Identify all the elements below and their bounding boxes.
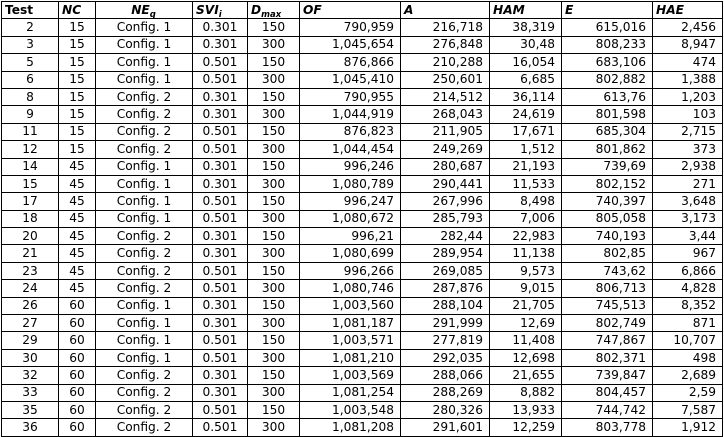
cell-neq: Config. 2 bbox=[96, 367, 193, 384]
cell-test: 21 bbox=[2, 245, 59, 262]
cell-svi: 0.301 bbox=[193, 245, 248, 262]
header-hae: HAE bbox=[653, 2, 723, 19]
cell-a: 268,043 bbox=[401, 106, 490, 123]
cell-svi: 0.501 bbox=[193, 193, 248, 210]
cell-of: 1,080,672 bbox=[300, 210, 401, 227]
cell-svi: 0.301 bbox=[193, 315, 248, 332]
cell-hae: 2,689 bbox=[653, 367, 723, 384]
cell-e: 743,62 bbox=[562, 262, 653, 279]
cell-neq: Config. 2 bbox=[96, 228, 193, 245]
cell-nc: 60 bbox=[59, 367, 96, 384]
cell-of: 1,081,208 bbox=[300, 419, 401, 436]
cell-dmax: 150 bbox=[248, 332, 300, 349]
cell-svi: 0.301 bbox=[193, 297, 248, 314]
cell-hae: 3,44 bbox=[653, 228, 723, 245]
cell-neq: Config. 1 bbox=[96, 315, 193, 332]
cell-of: 1,081,210 bbox=[300, 349, 401, 366]
table-row bbox=[2, 123, 723, 140]
cell-e: 802,749 bbox=[562, 315, 653, 332]
cell-hae: 271 bbox=[653, 175, 723, 192]
cell-of: 1,044,454 bbox=[300, 141, 401, 158]
cell-nc: 15 bbox=[59, 106, 96, 123]
cell-a: 211,905 bbox=[401, 123, 490, 140]
cell-a: 288,066 bbox=[401, 367, 490, 384]
table-row bbox=[2, 367, 723, 384]
cell-dmax: 300 bbox=[248, 175, 300, 192]
cell-dmax: 300 bbox=[248, 245, 300, 262]
cell-svi: 0.301 bbox=[193, 175, 248, 192]
header-neq-main: NE bbox=[131, 2, 150, 17]
cell-hae: 1,388 bbox=[653, 71, 723, 88]
cell-ham: 7,006 bbox=[490, 210, 562, 227]
cell-nc: 60 bbox=[59, 384, 96, 401]
cell-ham: 11,533 bbox=[490, 175, 562, 192]
cell-ham: 21,655 bbox=[490, 367, 562, 384]
table-row bbox=[2, 88, 723, 105]
cell-nc: 45 bbox=[59, 158, 96, 175]
cell-neq: Config. 2 bbox=[96, 245, 193, 262]
table-row bbox=[2, 384, 723, 401]
cell-test: 26 bbox=[2, 297, 59, 314]
cell-e: 805,058 bbox=[562, 210, 653, 227]
cell-of: 996,246 bbox=[300, 158, 401, 175]
cell-test: 5 bbox=[2, 54, 59, 71]
cell-e: 802,371 bbox=[562, 349, 653, 366]
cell-neq: Config. 2 bbox=[96, 419, 193, 436]
cell-svi: 0.501 bbox=[193, 332, 248, 349]
cell-of: 996,21 bbox=[300, 228, 401, 245]
cell-hae: 10,707 bbox=[653, 332, 723, 349]
cell-a: 291,999 bbox=[401, 315, 490, 332]
cell-a: 292,035 bbox=[401, 349, 490, 366]
cell-test: 29 bbox=[2, 332, 59, 349]
cell-test: 6 bbox=[2, 71, 59, 88]
cell-test: 12 bbox=[2, 141, 59, 158]
cell-svi: 0.301 bbox=[193, 384, 248, 401]
cell-svi: 0.501 bbox=[193, 280, 248, 297]
cell-dmax: 150 bbox=[248, 158, 300, 175]
cell-ham: 11,138 bbox=[490, 245, 562, 262]
cell-nc: 15 bbox=[59, 71, 96, 88]
table-row bbox=[2, 245, 723, 262]
header-test: Test bbox=[2, 2, 59, 19]
cell-hae: 3,648 bbox=[653, 193, 723, 210]
cell-hae: 2,715 bbox=[653, 123, 723, 140]
cell-ham: 1,512 bbox=[490, 141, 562, 158]
cell-of: 790,959 bbox=[300, 19, 401, 36]
cell-svi: 0.501 bbox=[193, 54, 248, 71]
cell-neq: Config. 2 bbox=[96, 123, 193, 140]
table-row bbox=[2, 141, 723, 158]
cell-hae: 8,352 bbox=[653, 297, 723, 314]
header-neq-sub: q bbox=[149, 9, 156, 19]
cell-test: 27 bbox=[2, 315, 59, 332]
cell-ham: 13,933 bbox=[490, 401, 562, 418]
cell-ham: 24,619 bbox=[490, 106, 562, 123]
cell-neq: Config. 2 bbox=[96, 262, 193, 279]
cell-svi: 0.301 bbox=[193, 88, 248, 105]
cell-e: 804,457 bbox=[562, 384, 653, 401]
cell-hae: 2,456 bbox=[653, 19, 723, 36]
cell-dmax: 150 bbox=[248, 19, 300, 36]
table-row bbox=[2, 71, 723, 88]
cell-hae: 7,587 bbox=[653, 401, 723, 418]
table-row bbox=[2, 228, 723, 245]
cell-of: 996,266 bbox=[300, 262, 401, 279]
cell-dmax: 150 bbox=[248, 367, 300, 384]
cell-e: 802,152 bbox=[562, 175, 653, 192]
cell-e: 740,193 bbox=[562, 228, 653, 245]
table-row bbox=[2, 106, 723, 123]
cell-test: 20 bbox=[2, 228, 59, 245]
cell-dmax: 150 bbox=[248, 297, 300, 314]
cell-ham: 11,408 bbox=[490, 332, 562, 349]
cell-a: 250,601 bbox=[401, 71, 490, 88]
cell-e: 802,882 bbox=[562, 71, 653, 88]
cell-neq: Config. 2 bbox=[96, 384, 193, 401]
cell-a: 287,876 bbox=[401, 280, 490, 297]
cell-a: 216,718 bbox=[401, 19, 490, 36]
cell-nc: 15 bbox=[59, 19, 96, 36]
cell-e: 801,598 bbox=[562, 106, 653, 123]
cell-nc: 60 bbox=[59, 419, 96, 436]
header-nc: NC bbox=[59, 2, 96, 19]
cell-neq: Config. 1 bbox=[96, 193, 193, 210]
cell-svi: 0.501 bbox=[193, 141, 248, 158]
cell-of: 1,003,548 bbox=[300, 401, 401, 418]
cell-nc: 15 bbox=[59, 141, 96, 158]
cell-hae: 103 bbox=[653, 106, 723, 123]
cell-a: 267,996 bbox=[401, 193, 490, 210]
cell-svi: 0.301 bbox=[193, 158, 248, 175]
cell-dmax: 300 bbox=[248, 210, 300, 227]
cell-dmax: 300 bbox=[248, 384, 300, 401]
cell-e: 613,76 bbox=[562, 88, 653, 105]
cell-test: 36 bbox=[2, 419, 59, 436]
cell-of: 1,003,571 bbox=[300, 332, 401, 349]
cell-hae: 498 bbox=[653, 349, 723, 366]
cell-nc: 60 bbox=[59, 297, 96, 314]
cell-ham: 21,705 bbox=[490, 297, 562, 314]
cell-e: 806,713 bbox=[562, 280, 653, 297]
cell-neq: Config. 2 bbox=[96, 141, 193, 158]
header-dmax-sub: max bbox=[261, 9, 282, 19]
cell-e: 685,304 bbox=[562, 123, 653, 140]
cell-e: 802,85 bbox=[562, 245, 653, 262]
header-ham: HAM bbox=[490, 2, 562, 19]
cell-neq: Config. 1 bbox=[96, 36, 193, 53]
cell-hae: 2,59 bbox=[653, 384, 723, 401]
cell-test: 17 bbox=[2, 193, 59, 210]
table-row bbox=[2, 210, 723, 227]
cell-e: 739,847 bbox=[562, 367, 653, 384]
cell-test: 33 bbox=[2, 384, 59, 401]
cell-e: 808,233 bbox=[562, 36, 653, 53]
cell-e: 744,742 bbox=[562, 401, 653, 418]
cell-e: 615,016 bbox=[562, 19, 653, 36]
cell-nc: 45 bbox=[59, 262, 96, 279]
cell-hae: 6,866 bbox=[653, 262, 723, 279]
cell-hae: 871 bbox=[653, 315, 723, 332]
cell-e: 747,867 bbox=[562, 332, 653, 349]
header-svi bbox=[193, 2, 248, 19]
cell-hae: 373 bbox=[653, 141, 723, 158]
table-row bbox=[2, 193, 723, 210]
cell-a: 210,288 bbox=[401, 54, 490, 71]
cell-nc: 45 bbox=[59, 175, 96, 192]
cell-hae: 1,912 bbox=[653, 419, 723, 436]
cell-e: 801,862 bbox=[562, 141, 653, 158]
cell-svi: 0.501 bbox=[193, 123, 248, 140]
cell-a: 285,793 bbox=[401, 210, 490, 227]
cell-nc: 15 bbox=[59, 88, 96, 105]
cell-ham: 17,671 bbox=[490, 123, 562, 140]
cell-dmax: 150 bbox=[248, 228, 300, 245]
cell-of: 1,003,569 bbox=[300, 367, 401, 384]
cell-neq: Config. 1 bbox=[96, 19, 193, 36]
cell-neq: Config. 2 bbox=[96, 106, 193, 123]
cell-ham: 16,054 bbox=[490, 54, 562, 71]
cell-dmax: 300 bbox=[248, 71, 300, 88]
cell-nc: 60 bbox=[59, 401, 96, 418]
cell-svi: 0.501 bbox=[193, 349, 248, 366]
cell-ham: 8,498 bbox=[490, 193, 562, 210]
cell-dmax: 150 bbox=[248, 262, 300, 279]
cell-test: 9 bbox=[2, 106, 59, 123]
table-row bbox=[2, 419, 723, 436]
cell-a: 290,441 bbox=[401, 175, 490, 192]
cell-nc: 60 bbox=[59, 349, 96, 366]
cell-svi: 0.301 bbox=[193, 106, 248, 123]
table-row bbox=[2, 315, 723, 332]
cell-of: 1,044,919 bbox=[300, 106, 401, 123]
cell-hae: 2,938 bbox=[653, 158, 723, 175]
header-a: A bbox=[401, 2, 490, 19]
cell-of: 876,866 bbox=[300, 54, 401, 71]
cell-test: 15 bbox=[2, 175, 59, 192]
cell-svi: 0.501 bbox=[193, 419, 248, 436]
cell-dmax: 300 bbox=[248, 315, 300, 332]
header-dmax-main: D bbox=[251, 2, 262, 17]
cell-a: 280,687 bbox=[401, 158, 490, 175]
cell-of: 1,081,254 bbox=[300, 384, 401, 401]
header-neq bbox=[96, 2, 193, 19]
cell-of: 876,823 bbox=[300, 123, 401, 140]
table-body bbox=[2, 19, 723, 436]
cell-a: 282,44 bbox=[401, 228, 490, 245]
cell-ham: 8,882 bbox=[490, 384, 562, 401]
cell-of: 1,080,746 bbox=[300, 280, 401, 297]
cell-ham: 9,573 bbox=[490, 262, 562, 279]
cell-svi: 0.301 bbox=[193, 228, 248, 245]
cell-ham: 12,698 bbox=[490, 349, 562, 366]
cell-nc: 45 bbox=[59, 228, 96, 245]
cell-test: 35 bbox=[2, 401, 59, 418]
cell-ham: 9,015 bbox=[490, 280, 562, 297]
cell-test: 2 bbox=[2, 19, 59, 36]
cell-ham: 12,69 bbox=[490, 315, 562, 332]
table-row bbox=[2, 280, 723, 297]
cell-dmax: 150 bbox=[248, 88, 300, 105]
cell-hae: 474 bbox=[653, 54, 723, 71]
cell-of: 1,080,789 bbox=[300, 175, 401, 192]
cell-test: 30 bbox=[2, 349, 59, 366]
cell-test: 18 bbox=[2, 210, 59, 227]
table-row bbox=[2, 158, 723, 175]
cell-neq: Config. 2 bbox=[96, 401, 193, 418]
cell-nc: 60 bbox=[59, 315, 96, 332]
cell-dmax: 300 bbox=[248, 280, 300, 297]
cell-hae: 1,203 bbox=[653, 88, 723, 105]
table-row bbox=[2, 332, 723, 349]
cell-neq: Config. 1 bbox=[96, 54, 193, 71]
cell-a: 288,104 bbox=[401, 297, 490, 314]
cell-svi: 0.301 bbox=[193, 367, 248, 384]
header-row bbox=[2, 2, 723, 19]
cell-nc: 45 bbox=[59, 245, 96, 262]
cell-a: 288,269 bbox=[401, 384, 490, 401]
cell-e: 683,106 bbox=[562, 54, 653, 71]
cell-of: 1,081,187 bbox=[300, 315, 401, 332]
cell-e: 745,513 bbox=[562, 297, 653, 314]
cell-of: 790,955 bbox=[300, 88, 401, 105]
cell-a: 291,601 bbox=[401, 419, 490, 436]
table-row bbox=[2, 401, 723, 418]
cell-svi: 0.301 bbox=[193, 19, 248, 36]
cell-test: 23 bbox=[2, 262, 59, 279]
table-row bbox=[2, 54, 723, 71]
cell-neq: Config. 1 bbox=[96, 297, 193, 314]
table-row bbox=[2, 349, 723, 366]
cell-ham: 12,259 bbox=[490, 419, 562, 436]
cell-dmax: 150 bbox=[248, 193, 300, 210]
cell-nc: 15 bbox=[59, 123, 96, 140]
cell-nc: 60 bbox=[59, 332, 96, 349]
cell-hae: 8,947 bbox=[653, 36, 723, 53]
results-table bbox=[1, 1, 723, 437]
table-row bbox=[2, 262, 723, 279]
cell-a: 289,954 bbox=[401, 245, 490, 262]
cell-svi: 0.501 bbox=[193, 71, 248, 88]
cell-neq: Config. 2 bbox=[96, 280, 193, 297]
header-svi-main: SVI bbox=[196, 2, 219, 17]
cell-test: 11 bbox=[2, 123, 59, 140]
cell-hae: 4,828 bbox=[653, 280, 723, 297]
cell-ham: 38,319 bbox=[490, 19, 562, 36]
cell-neq: Config. 1 bbox=[96, 332, 193, 349]
cell-dmax: 300 bbox=[248, 349, 300, 366]
cell-neq: Config. 1 bbox=[96, 158, 193, 175]
cell-ham: 22,983 bbox=[490, 228, 562, 245]
cell-hae: 967 bbox=[653, 245, 723, 262]
cell-ham: 21,193 bbox=[490, 158, 562, 175]
cell-e: 740,397 bbox=[562, 193, 653, 210]
cell-test: 32 bbox=[2, 367, 59, 384]
cell-dmax: 300 bbox=[248, 36, 300, 53]
cell-a: 214,512 bbox=[401, 88, 490, 105]
cell-svi: 0.301 bbox=[193, 36, 248, 53]
cell-dmax: 300 bbox=[248, 106, 300, 123]
cell-nc: 45 bbox=[59, 210, 96, 227]
cell-neq: Config. 1 bbox=[96, 210, 193, 227]
cell-svi: 0.501 bbox=[193, 401, 248, 418]
cell-e: 739,69 bbox=[562, 158, 653, 175]
table-row bbox=[2, 297, 723, 314]
cell-svi: 0.501 bbox=[193, 210, 248, 227]
table-row bbox=[2, 175, 723, 192]
cell-hae: 3,173 bbox=[653, 210, 723, 227]
cell-a: 249,269 bbox=[401, 141, 490, 158]
cell-a: 277,819 bbox=[401, 332, 490, 349]
header-e: E bbox=[562, 2, 653, 19]
cell-dmax: 150 bbox=[248, 54, 300, 71]
header-dmax bbox=[248, 2, 300, 19]
cell-e: 803,778 bbox=[562, 419, 653, 436]
cell-nc: 45 bbox=[59, 280, 96, 297]
cell-of: 1,045,410 bbox=[300, 71, 401, 88]
cell-dmax: 300 bbox=[248, 419, 300, 436]
cell-ham: 30,48 bbox=[490, 36, 562, 53]
cell-dmax: 150 bbox=[248, 123, 300, 140]
cell-of: 1,003,560 bbox=[300, 297, 401, 314]
cell-neq: Config. 2 bbox=[96, 88, 193, 105]
cell-test: 3 bbox=[2, 36, 59, 53]
cell-neq: Config. 1 bbox=[96, 175, 193, 192]
cell-of: 1,080,699 bbox=[300, 245, 401, 262]
cell-of: 996,247 bbox=[300, 193, 401, 210]
cell-ham: 36,114 bbox=[490, 88, 562, 105]
cell-test: 14 bbox=[2, 158, 59, 175]
cell-a: 280,326 bbox=[401, 401, 490, 418]
cell-neq: Config. 1 bbox=[96, 71, 193, 88]
cell-neq: Config. 1 bbox=[96, 349, 193, 366]
table-row bbox=[2, 19, 723, 36]
cell-dmax: 300 bbox=[248, 141, 300, 158]
cell-nc: 15 bbox=[59, 36, 96, 53]
cell-nc: 15 bbox=[59, 54, 96, 71]
cell-nc: 45 bbox=[59, 193, 96, 210]
cell-of: 1,045,654 bbox=[300, 36, 401, 53]
cell-ham: 6,685 bbox=[490, 71, 562, 88]
cell-test: 24 bbox=[2, 280, 59, 297]
cell-test: 8 bbox=[2, 88, 59, 105]
cell-a: 276,848 bbox=[401, 36, 490, 53]
header-svi-sub: i bbox=[218, 9, 222, 19]
cell-svi: 0.501 bbox=[193, 262, 248, 279]
header-of: OF bbox=[300, 2, 401, 19]
table-row bbox=[2, 36, 723, 53]
cell-a: 269,085 bbox=[401, 262, 490, 279]
cell-dmax: 150 bbox=[248, 401, 300, 418]
